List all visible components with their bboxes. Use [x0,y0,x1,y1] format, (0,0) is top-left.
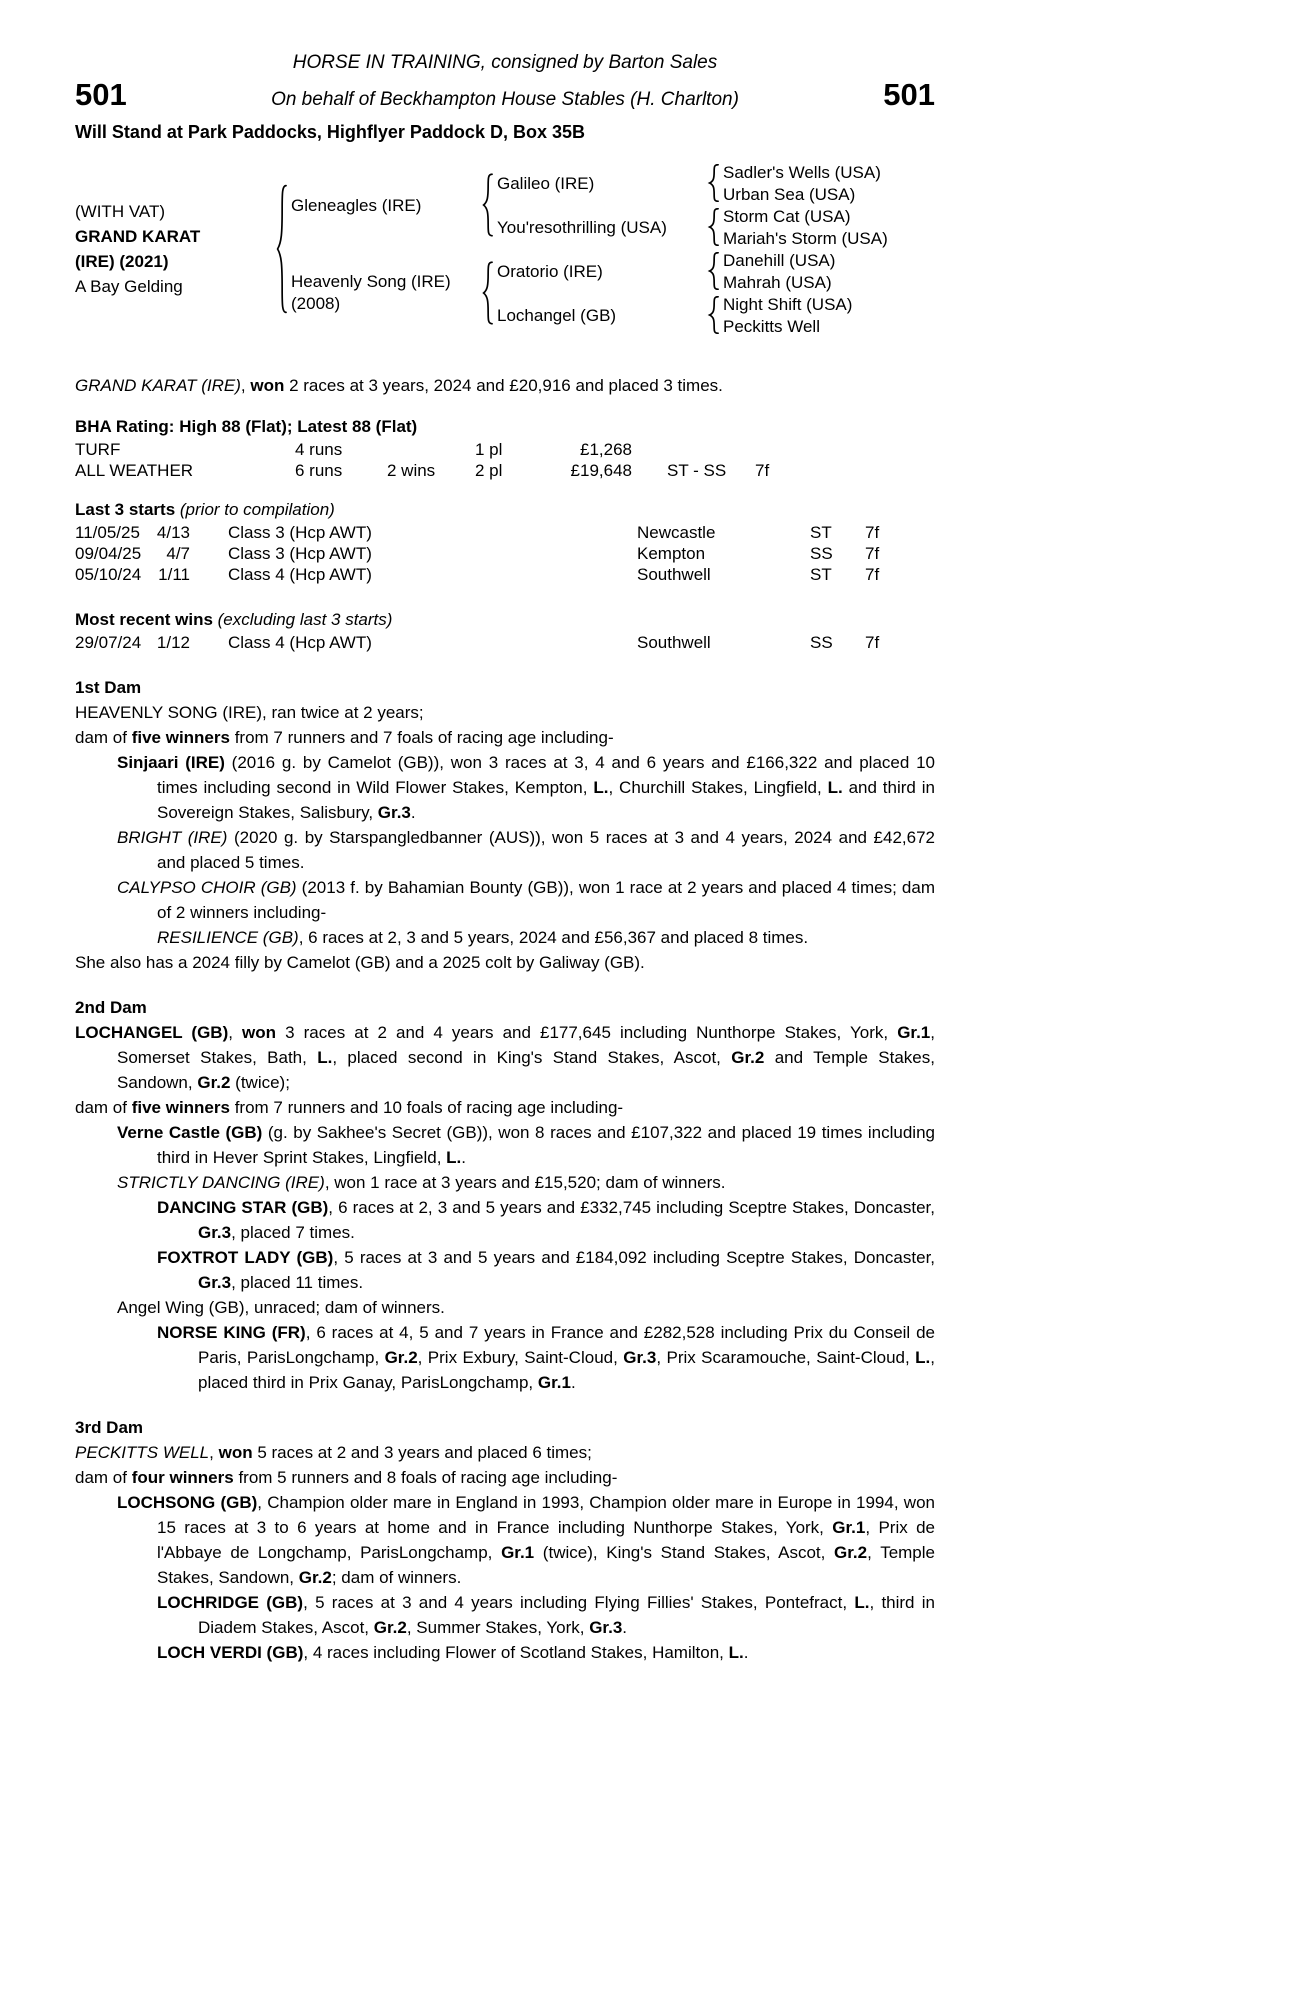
race-date: 11/05/25 [75,523,140,542]
surface-label: ALL WEATHER [75,461,194,480]
lot-header-row [75,78,935,112]
grandparent-name: Oratorio (IRE) [497,261,603,281]
finish-position: 4/13 [156,523,190,542]
offspring-paragraph: STRICTLY DANCING (IRE), won 1 race at 3 years and £15,520; dam of winners. [117,1173,726,1192]
last-starts-heading: Last 3 starts (prior to compilation) [75,500,335,519]
grandparent-name: Lochangel (GB) [497,305,617,325]
dam-year: (2008) [291,294,341,313]
table-row [75,522,935,543]
sire-name: Gleneagles (IRE) [291,195,422,215]
table-row [75,460,935,481]
offspring-paragraph: FOXTROT LADY (GB), 5 races at 3 and 5 years and £184,092 including Sceptre Stakes, Doncaster, Gr.3, placed 11 times. [157,1248,936,1292]
offspring-paragraph: BRIGHT (IRE) (2020 g. by Starspangledbanner (AUS)), won 5 races at 3 and 4 years, 2024 and £42,672 and placed 5 times. [117,828,935,872]
offspring-paragraph: Verne Castle (GB) (g. by Sakhee's Secret (GB)), won 8 races and £107,322 and placed 19 times including third in Hever Sprint Stakes, Lingfield, L.. [117,1123,935,1167]
brace-icon [707,161,723,205]
offspring-paragraph: NORSE KING (FR), 6 races at 4, 5 and 7 years in France and £282,528 including Prix du Conseil de Paris, ParisLongchamp, Gr.2, Prix Exbury, Saint-Cloud, Gr.3, Prix Scaramouche, Saint-Cloud, L., placed third in Prix Ganay, ParisLongchamp, Gr.1. [157,1323,936,1392]
distance-value: 7f [865,523,880,542]
race-date: 05/10/24 [75,565,142,584]
horse-description: A Bay Gelding [75,277,183,296]
distance-value: 7f [755,461,770,480]
first-dam-section [75,675,935,975]
bha-rating-section [75,414,935,481]
race-date: 29/07/24 [75,633,142,652]
earnings-value: £1,268 [580,440,632,459]
pedigree-table [75,161,935,337]
dam-cell [291,249,481,337]
race-date: 09/04/25 [75,544,142,563]
section-title: 2nd Dam [75,998,147,1017]
race-class: Class 4 (Hcp AWT) [228,565,372,584]
offspring-paragraph: RESILIENCE (GB), 6 races at 2, 3 and 5 years, 2024 and £56,367 and placed 8 times. [157,928,809,947]
vat-note: (WITH VAT) [75,202,166,221]
bha-rating-heading: BHA Rating: High 88 (Flat); Latest 88 (Flat) [75,417,418,436]
great-grandparent-name: Urban Sea (USA) [723,184,856,204]
race-venue: Southwell [637,633,711,652]
spacer [632,460,667,481]
great-grandparent-name: Night Shift (USA) [723,294,853,314]
dam-produce-intro: dam of four winners from 5 runners and 8 foals of racing age including- [75,1468,618,1487]
great-grandparent-name: Sadler's Wells (USA) [723,162,881,182]
great-grandparent-name: Storm Cat (USA) [723,206,851,226]
table-row [75,632,935,653]
lot-number-right: 501 [883,77,935,112]
brace-icon [707,293,723,337]
offspring-paragraph: LOCHSONG (GB), Champion older mare in England in 1993, Champion older mare in Europe in 1994, won 15 races at 3 to 6 years at home and in France including Nunthorpe Stakes, York, Gr.1, Prix de l'Abbaye de Longchamp, ParisLongchamp, Gr.1 (twice), King's Stand Stakes, Ascot, Gr.2, Temple Stakes, Sandown, Gr.2; dam of winners. [117,1493,936,1587]
placed-value: 1 pl [475,440,503,459]
going-value: ST - SS [667,461,727,480]
brace-icon [707,205,723,249]
race-class: Class 3 (Hcp AWT) [228,544,372,563]
section-title: 1st Dam [75,678,142,697]
grandparent-name: Galileo (IRE) [497,173,595,193]
offspring-paragraph: CALYPSO CHOIR (GB) (2013 f. by Bahamian Bounty (GB)), won 1 race at 2 years and placed 4 times; dam of 2 winners including- [117,878,935,922]
great-grandparent-name: Mariah's Storm (USA) [723,228,888,248]
race-class: Class 3 (Hcp AWT) [228,523,372,542]
race-summary-section [75,373,935,398]
horse-suffix: (IRE) (2021) [75,252,169,271]
grandparent-name: You'resothrilling (USA) [497,217,667,237]
offspring-paragraph: DANCING STAR (GB), 6 races at 2, 3 and 5 years and £332,745 including Sceptre Stakes, Doncaster, Gr.3, placed 7 times. [157,1198,935,1242]
second-dam-section [75,995,935,1395]
table-row [75,439,935,460]
dam-produce-intro: dam of five winners from 7 runners and 7 foals of racing age including- [75,728,614,747]
lot-number-left: 501 [75,77,127,112]
distance-value: 7f [865,633,880,652]
surface-label: TURF [75,440,121,459]
race-summary-line: GRAND KARAT (IRE), won 2 races at 3 years, 2024 and £20,916 and placed 3 times. [75,376,723,395]
going-value: SS [810,544,833,563]
distance-value: 7f [865,544,880,563]
earnings-value: £19,648 [570,461,632,480]
on-behalf-line: On behalf of Beckhampton House Stables (H. Charlton) [271,89,739,110]
dam-record-paragraph: PECKITTS WELL, won 5 races at 2 and 3 years and placed 6 times; [75,1443,592,1462]
dam-record-paragraph: HEAVENLY SONG (IRE), ran twice at 2 years; [75,703,424,722]
brace-icon [481,249,497,337]
great-grandparent-name: Peckitts Well [723,316,820,336]
table-row [75,564,935,585]
offspring-paragraph: LOCH VERDI (GB), 4 races including Flower of Scotland Stakes, Hamilton, L.. [157,1643,749,1662]
offspring-paragraph: Sinjaari (IRE) (2016 g. by Camelot (GB)), won 3 races at 3, 4 and 6 years and £166,322 and placed 10 times including second in Wild Flower Stakes, Kempton, L., Churchill Stakes, Lingfield, L. and third in Sovereign Stakes, Salisbury, Gr.3. [117,753,936,822]
distance-value [755,439,815,460]
placed-value: 2 pl [475,461,503,480]
distance-value: 7f [865,565,880,584]
brace-icon [707,249,723,293]
wins-value: 2 wins [387,461,436,480]
going-value [667,439,755,460]
race-venue: Southwell [637,565,711,584]
offspring-paragraph: Angel Wing (GB), unraced; dam of winners. [117,1298,445,1317]
stand-location-line: Will Stand at Park Paddocks, Highflyer Paddock D, Box 35B [75,122,585,142]
dam-record-paragraph: LOCHANGEL (GB), won 3 races at 2 and 4 years and £177,645 including Nunthorpe Stakes, York, Gr.1, Somerset Stakes, Bath, L., placed second in King's Stand Stakes, Ascot, Gr.2 and Temple Stakes, Sandown, Gr.2 (twice); [75,1023,936,1092]
finish-position: 1/12 [156,633,190,652]
third-dam-section [75,1415,935,1665]
dam-produce-intro: dam of five winners from 7 runners and 10 foals of racing age including- [75,1098,624,1117]
catalogue-page [75,0,935,1665]
race-class: Class 4 (Hcp AWT) [228,633,372,652]
going-value: ST [810,565,832,584]
great-grandparent-name: Mahrah (USA) [723,272,832,292]
runs-value: 4 runs [295,440,343,459]
great-grandparent-name: Danehill (USA) [723,250,836,270]
consignor-line: HORSE IN TRAINING, consigned by Barton Sales [292,52,718,73]
spacer [632,439,667,460]
dam-note-paragraph: She also has a 2024 filly by Camelot (GB) and a 2025 colt by Galiway (GB). [75,953,645,972]
brace-icon [481,161,497,249]
table-row [75,543,935,564]
race-venue: Kempton [637,544,706,563]
recent-wins-section [75,607,935,653]
race-venue: Newcastle [637,523,716,542]
recent-wins-heading: Most recent wins (excluding last 3 starts) [75,610,393,629]
finish-position: 1/11 [158,565,190,584]
dam-name: Heavenly Song (IRE) [291,272,451,291]
last-starts-section [75,497,935,585]
going-value: SS [810,633,833,652]
finish-position: 4/7 [166,544,190,563]
runs-value: 6 runs [295,461,343,480]
pedigree-identity [75,161,275,337]
wins-value [387,439,475,460]
brace-icon [275,161,291,337]
horse-name: GRAND KARAT [75,227,201,246]
offspring-paragraph: LOCHRIDGE (GB), 5 races at 3 and 4 years including Flying Fillies' Stakes, Pontefract, L., third in Diadem Stakes, Ascot, Gr.2, Summer Stakes, York, Gr.3. [157,1593,936,1637]
going-value: ST [810,523,832,542]
section-title: 3rd Dam [75,1418,144,1437]
